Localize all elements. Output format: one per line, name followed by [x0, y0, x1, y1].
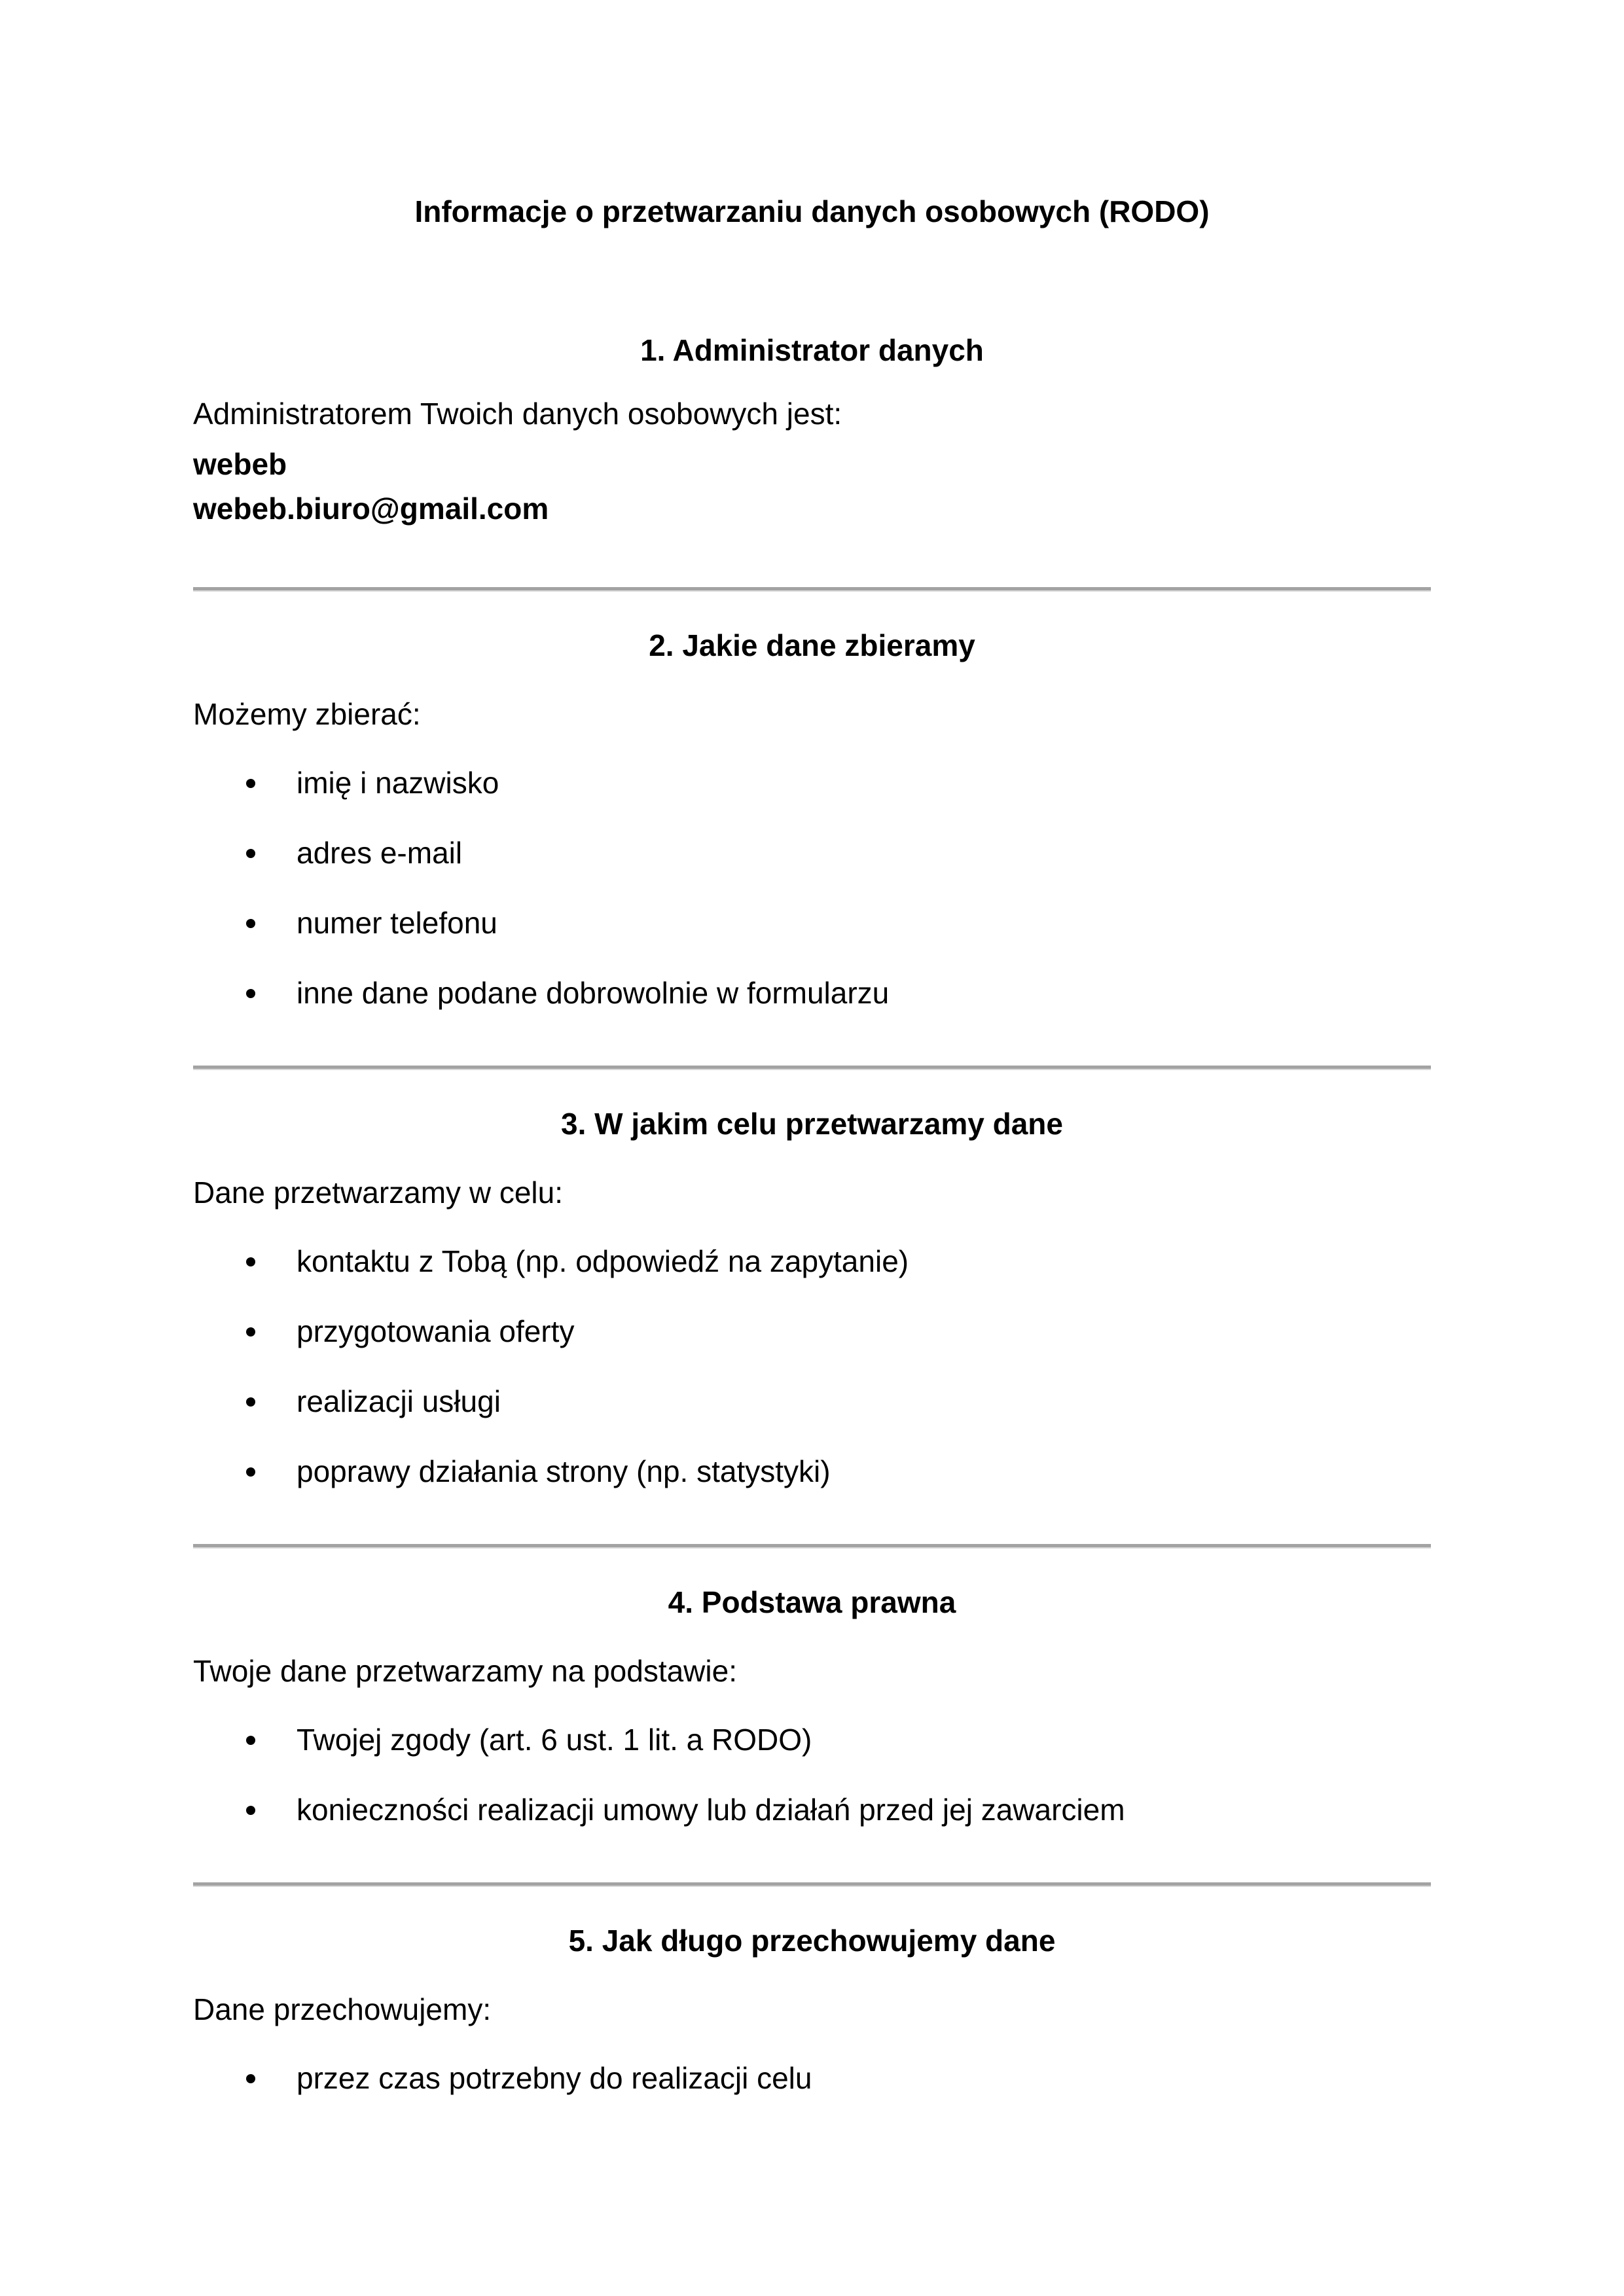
bullet-text: adres e-mail [297, 836, 463, 870]
section-heading: 5. Jak długo przechowujemy dane [568, 1924, 1056, 1958]
section-intro: Możemy zbierać: [193, 697, 421, 731]
bullet-item [193, 1722, 1431, 1758]
bullet-text: Twojej zgody (art. 6 ust. 1 lit. a RODO) [297, 1723, 812, 1757]
bullet-item [193, 1314, 1431, 1350]
bullet-list [193, 2060, 1431, 2096]
section [193, 332, 1431, 592]
section [193, 1923, 1431, 2096]
bullet-item [193, 905, 1431, 941]
section-heading: 1. Administrator danych [640, 333, 984, 367]
bullet-list [193, 1722, 1431, 1828]
bullet-text: realizacji usługi [297, 1384, 501, 1418]
bullet-text: poprawy działania strony (np. statystyki) [297, 1454, 831, 1488]
section-intro: Dane przetwarzamy w celu: [193, 1175, 563, 1210]
contact-line: webeb.biuro@gmail.com [193, 492, 549, 526]
sections-container [193, 332, 1431, 2096]
bullet-text: przez czas potrzebny do realizacji celu [297, 2061, 812, 2095]
bullet-text: imię i nazwisko [297, 766, 499, 800]
bullet-list [193, 1244, 1431, 1490]
document-title: Informacje o przetwarzaniu danych osobowych (RODO) [414, 194, 1210, 228]
section-intro: Twoje dane przetwarzamy na podstawie: [193, 1654, 737, 1688]
bullet-dot-icon [246, 1467, 255, 1477]
section-heading: 4. Podstawa prawna [668, 1585, 956, 1619]
bullet-dot-icon [246, 919, 255, 928]
section [193, 1585, 1431, 1887]
section-divider [193, 587, 1431, 592]
bullet-item [193, 1792, 1431, 1828]
bullet-item [193, 975, 1431, 1011]
bullet-item [193, 835, 1431, 871]
section-divider [193, 1882, 1431, 1887]
bullet-item [193, 2060, 1431, 2096]
bullet-text: numer telefonu [297, 906, 497, 940]
bullet-text: przygotowania oferty [297, 1314, 575, 1348]
bullet-dot-icon [246, 1257, 255, 1266]
bullet-item [193, 1244, 1431, 1280]
contact-line: webeb [193, 447, 287, 481]
bullet-item [193, 765, 1431, 801]
bullet-dot-icon [246, 1736, 255, 1745]
section-divider [193, 1544, 1431, 1549]
section [193, 1106, 1431, 1549]
section-intro: Administratorem Twoich danych osobowych jest: [193, 397, 842, 431]
section-heading: 3. W jakim celu przetwarzamy dane [561, 1107, 1063, 1141]
bullet-text: konieczności realizacji umowy lub działań przed jej zawarciem [297, 1793, 1125, 1827]
bullet-dot-icon [246, 1327, 255, 1336]
bullet-dot-icon [246, 1397, 255, 1407]
section [193, 628, 1431, 1070]
bullet-text: inne dane podane dobrowolnie w formularzu [297, 976, 890, 1010]
bullet-dot-icon [246, 2074, 255, 2083]
bullet-item [193, 1384, 1431, 1420]
section-heading: 2. Jakie dane zbieramy [649, 628, 975, 662]
bullet-text: kontaktu z Tobą (np. odpowiedź na zapytanie) [297, 1244, 909, 1278]
bullet-list [193, 765, 1431, 1011]
section-intro: Dane przechowujemy: [193, 1992, 492, 2026]
contact-lines [193, 446, 1431, 527]
bullet-item [193, 1454, 1431, 1490]
bullet-dot-icon [246, 989, 255, 998]
bullet-dot-icon [246, 849, 255, 858]
bullet-dot-icon [246, 779, 255, 788]
section-divider [193, 1066, 1431, 1070]
bullet-dot-icon [246, 1806, 255, 1815]
